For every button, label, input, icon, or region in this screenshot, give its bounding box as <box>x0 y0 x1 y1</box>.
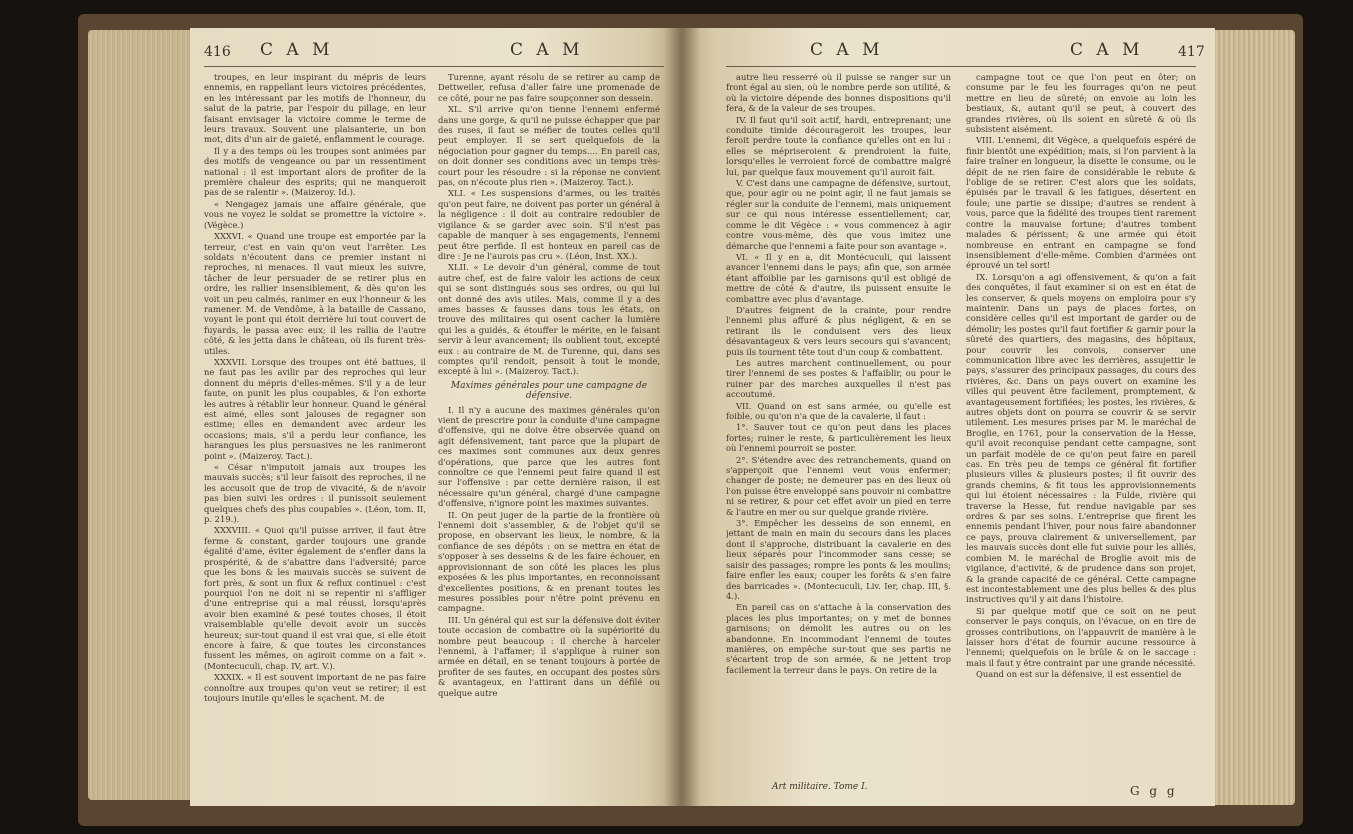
text-column-1 <box>204 72 426 792</box>
header-rule <box>726 66 1196 67</box>
paragraph: 1°. Sauver tout ce qu'on peut dans les places fortes; ruiner le reste, & particulièrement les lieux où l'ennemi pourroit se poster. <box>726 422 951 454</box>
page-number: 417 <box>1178 44 1205 60</box>
text-column-2 <box>966 72 1196 792</box>
book-gutter <box>664 28 700 806</box>
text-column-1 <box>726 72 951 792</box>
running-header-left-col: C A M <box>810 40 884 60</box>
running-header-left-col: C A M <box>260 40 334 60</box>
page-number: 416 <box>204 44 231 60</box>
paragraph: XXXVI. « Quand une troupe est emportée par la terreur, c'est en vain qu'on veut l'arrêter. Les soldats n'écoutent dans ce premier instant ni reproches, ni menaces. Il vaut mieux les suivre, tâcher de leur persuader de se retirer plus en ordre, les rallier insensiblement, & dès qu'on les voit un peu calmés, ranimer en eux l'honneur & les ramener. M. de Vendôme, à la bataille de Cassano, voyant le pont qui étoit derrière lui tout couvert de fuyards, le passa avec eux; il les rallia de l'autre côté, & les jetta dans le château, où ils furent très-utiles. <box>204 231 426 356</box>
running-header-right-col: C A M <box>510 40 584 60</box>
paragraph: XLI. « Les suspensions d'armes, ou les traités qu'on peut faire, ne doivent pas porter un général à la négligence : il doit au contraire redoubler de vigilance & se garder avec soin. S'il n'est pas capable de manquer à ses engagements, l'ennemi peut être perfide. Il est honteux en pareil cas de dire : Je ne l'aurois pas cru ». (Léon, Inst. XX.). <box>438 188 660 261</box>
paragraph: XXXIX. « Il est souvent important de ne pas faire connoître aux troupes qu'on veut se retirer; il est toujours inutile qu'elles le sçachent. M. de <box>204 672 426 703</box>
section-heading: Maximes générales pour une campagne de défensive. <box>450 380 648 402</box>
paragraph: En pareil cas on s'attache à la conservation des places les plus importantes; on y met de bonnes garnisons; on démolit les autres ou on les abandonne. En incommodant l'ennemi de toutes manières, on empêche sur-tout que ses partis ne s'écartent trop de son armée, & ne jettent trop facilement la terreur dans le pays. On retire de la <box>726 602 951 675</box>
volume-footer: Art militaire. Tome I. <box>772 782 868 792</box>
paragraph: autre lieu resserré où il puisse se ranger sur un front égal au sien, où le nombre perde son utilité, & où la victoire dépende des bonnes dispositions qu'il fera, & de la valeur de ses troupes. <box>726 72 951 114</box>
paragraph: 3°. Empêcher les desseins de son ennemi, en jettant de main en main du secours dans les places dont il s'approche, distribuant la cavalerie en des lieux séparés pour l'incommoder sans cesse; se saisir des passages; rompre les ponts & les moulins; faire enfler les eaux; couper les forêts & s'en faire des barricades ». (Montecuculi, Liv. Ier, chap. III, §. 4.). <box>726 518 951 601</box>
paragraph: Turenne, ayant résolu de se retirer au camp de Dettweiler, refusa d'aller faire une promenade de ce côté, pour ne pas faire soupçonner son dessein. <box>438 72 660 103</box>
paragraph: XXXVIII. « Quoi qu'il puisse arriver, il faut être ferme & constant, garder toujours une grande égalité d'ame, éviter également de s'enfler dans la prospérité, & de s'abattre dans l'adversité; parce que les bons & les mauvais succès se suivent de fort près, & sont un flux & reflux continuel : c'est pourquoi l'on ne doit ni se repentir ni s'affliger d'une entreprise qui a mal réussi, lorsqu'après avoir bien examiné & pesé toutes choses, il étoit vraisemblable qu'elle devoit avoir un succès heureux; sur-tout quand il est vrai que, si elle étoit encore à faire, & que toutes les circonstances fussent les mêmes, on agiroit comme on a fait ». (Montecuculi, chap. IV, art. V.). <box>204 525 426 671</box>
paragraph: VII. Quand on est sans armée, ou qu'elle est foible, ou qu'on n'a que de la cavalerie, il faut : <box>726 400 951 421</box>
paragraph: II. On peut juger de la partie de la frontière où l'ennemi doit s'assembler, & de l'objet qu'il se propose, en observant les lieux, le nombre, & la confiance de ses dépôts : on se mettra en état de s'opposer à ses desseins & de les faire échouer, en approvisionnant de son côté les places les plus exposées & les plus importantes, en reconnoissant d'excellentes positions, & en prenant toutes les mesures possibles pour n'être point prévenu en campagne. <box>438 509 660 614</box>
paragraph: troupes, en leur inspirant du mépris de leurs ennemis, en rappellant leurs victoires précédentes, en les intéressant par les motifs de l'honneur, du salut de la patrie, par l'espoir du pillage, en leur faisant envisager la victoire comme le terme de leurs travaux. Souvent une plaisanterie, un bon mot, dits d'un air de gaieté, enflamment le courage. <box>204 72 426 145</box>
paragraph: III. Un général qui est sur la défensive doit éviter toute occasion de combattre où la supériorité du nombre peut beaucoup : il cherche à harceler l'ennemi, à l'affamer; il s'applique à ruiner son armée en détail, en se tenant toujours à portée de profiter de ses fautes, en occupant des postes sûrs & avantageux, en l'attirant dans un défilé ou quelque autre <box>438 614 660 698</box>
right-page <box>680 28 1215 806</box>
right-page-edges <box>1210 30 1295 805</box>
running-header-right-col: C A M <box>1070 40 1144 60</box>
paragraph: V. C'est dans une campagne de défensive, surtout, que, pour agir ou ne point agir, il ne faut jamais se régler sur la conduite de l'ennemi, mais uniquement sur ce qui nous intéresse essentiellement; car, comme le dit Végèce : « vous commencez à agir contre vous-même, dès que vous imitez une démarche que l'ennemi a faite pour son avantage ». <box>726 178 951 251</box>
paragraph: XXXVII. Lorsque des troupes ont été battues, il ne faut pas les avilir par des reproches qui leur donnent du mépris d'elles-mêmes. S'il y a de leur faute, on punit les plus coupables, & l'on exhorte les autres à rétablir leur honneur. Quand le général est aimé, elles sont jalouses de regagner son estime; elles en demandent avec ardeur les occasions; mais, s'il a perdu leur confiance, les harangues les plus persuasives ne les ranimeront point ». (Maizeroy. Tact.). <box>204 356 426 461</box>
paragraph: D'autres feignent de la crainte, pour rendre l'ennemi plus affuré & plus négligent, & en se retirant ils le conduisent vers des lieux désavantageux & vers leurs secours qui s'avancent; puis ils tournent tête tout d'un coup & combattent. <box>726 304 951 357</box>
text-column-2 <box>438 72 660 792</box>
paragraph: « Nengagez jamais une affaire générale, que vous ne voyez le soldat se promettre la victoire ». (Végèce.) <box>204 198 426 230</box>
paragraph: Il y a des temps où les troupes sont animées par des motifs de vengeance ou par un ressentiment national : il est important alors de profiter de la première chaleur des esprits; qui ne manqueroit pas de se ralentir ». (Maizeroy. Id.). <box>204 145 426 198</box>
paragraph: Les autres marchent continuellement, ou pour tirer l'ennemi de ses postes & l'affaiblir, ou pour le ruiner par des marches auxquelles il n'est pas accoutumé. <box>726 357 951 400</box>
header-rule <box>204 66 664 67</box>
left-page <box>190 28 680 806</box>
paragraph: Si par quelque motif que ce soit on ne peut conserver le pays conquis, on l'évacue, on en tire de grosses contributions, on l'appauvrit de manière à le laisser hors d'état de fournir aucune ressource à l'ennemi; quelquefois on le brûle & on le saccage : mais il faut y être contraint par une grande nécessité. <box>966 605 1196 668</box>
paragraph: XLII. « Le devoir d'un général, comme de tout autre chef, est de faire valoir les actions de ceux qui se sont distingués sous ses ordres, ou qui lui ont donné des avis utiles. Mais, comme il y a des ames basses & fausses dans tous les états, on trouve des militaires qui osent cacher la lumière qui les a guidés, & étouffer le mérite, en le faisant servir à leur avancement; ils oublient tout, excepté eux : au contraire de M. de Turenne, qui, dans ses comptes qu'il rendoit, pensoit à tout le monde, excepté à lui ». (Maizeroy. Tact.). <box>438 262 660 377</box>
paragraph: VI. « Il y en a, dit Montécuculi, qui laissent avancer l'ennemi dans le pays; afin que, son armée étant affoiblie par les garnisons qu'il est obligé de mettre de côté & d'autre, ils puissent ensuite le combattre avec plus d'avantage. <box>726 251 951 304</box>
paragraph: IV. Il faut qu'il soit actif, hardi, entreprenant; une conduite timide décourageroit les troupes, leur feroit perdre toute la confiance qu'elles ont en lui : elles se mépriseroient & prendroient la fuite, lorsqu'elles le verroient forcé de combattre malgré lui, par quelque faux mouvement qu'il auroit fait. <box>726 114 951 177</box>
paragraph: campagne tout ce que l'on peut en ôter; on consume par le feu les fourrages qu'on ne peut mettre en lieu de sûreté; on envoie au loin les bestiaux, &, autant qu'il se peut, à couvert des grandes rivières, où ils soient en sûreté & où ils subsistent aisément. <box>966 72 1196 135</box>
paragraph: « César n'imputoit jamais aux troupes les mauvais succès; s'il leur faisoit des reproches, il ne les accusoit que de trop de vivacité, & de n'avoir pas bien suivi les ordres : il punissoit seulement quelques chefs des plus coupables ». (Léon, tom. II, p. 219.). <box>204 462 426 525</box>
paragraph: I. Il n'y a aucune des maximes générales qu'on vient de prescrire pour la conduite d'une campagne d'offensive, qui ne doive être observée quand on agit défensivement, tant parce que la plupart de ces maximes sont communes aux deux genres d'opérations, que parce que les autres font connoître ce que l'ennemi peut faire quand il est sur l'offensive : par cette dernière raison, il est nécessaire qu'un général, chargé d'une campagne d'offensive, n'ignore point les maximes suivantes. <box>438 404 660 509</box>
paragraph: 2°. S'étendre avec des retranchements, quand on s'apperçoit que l'ennemi veut vous enfermer; changer de poste; ne demeurer pas en des lieux où l'on puisse être enveloppé sans pouvoir ni combattre ni se retirer, & pour cet effet avoir un pied en terre & l'autre en mer ou sur quelque grande rivière. <box>726 454 951 517</box>
paragraph: IX. Lorsqu'on a agi offensivement, & qu'on a fait des conquêtes, il faut examiner si on est en état de les conserver, & quels moyens on emploira pour s'y maintenir. Dans un pays de places fortes, on considère celles qu'il est important de garder ou de démolir; les postes qu'il faut fortifier & garnir pour la sûreté des quartiers, des magasins, des hôpitaux, pour couvrir les convois, conserver une communication libre avec les derrières, assujettir le pays, s'assurer des principaux passages, du cours des rivières, &c. Dans un pays ouvert on examine les villes qui peuvent être facilement, promptement, & avantageusement fortifiées; les postes, les rivières, & autres objets dont on pourra se couvrir & se servir utilement. Les mesures prises par M. le maréchal de Broglie, en 1761, pour la conservation de la Hesse, qu'il avoit reconquise pendant cette campagne, sont un parfait modèle de ce qu'on peut faire en pareil cas. En très peu de temps ce général fit fortifier plusieurs villes & plusieurs postes; il fit ouvrir des grands chemins, & fit tous les approvisionnements qui lui étoient nécessaires : la Fulde, rivière qui traverse la Hesse, fut rendue navigable par ses ordres & par ses soins. L'entreprise que firent les ennemis pendant l'hiver, pour nous faire abandonner ce pays, prouva clairement & universellement, par les mauvais succès dont elle fut suivie pour les alliés, combien M. le maréchal de Broglie avoit mis de vigilance, d'activité, & de prudence dans son projet, & la grande capacité de ce général. Cette campagne est incontestablement une des plus belles & des plus instructives qu'il y ait dans l'histoire. <box>966 271 1196 605</box>
paragraph: XL. S'il arrive qu'on tienne l'ennemi enfermé dans une gorge, & qu'il ne puisse échapper que par des ruses, il faut se méfier de toutes celles qu'il peut employer. Il se sert quelquefois de la négociation pour gagner du temps.... En pareil cas, on doit donner ses conditions avec un temps très-court pour les résoudre : si la réponse ne convient pas, on n'écoute plus rien ». (Maizeroy. Tact.). <box>438 104 660 188</box>
paragraph: Quand on est sur la défensive, il est essentiel de <box>976 669 1182 680</box>
paragraph: VIII. L'ennemi, dit Végèce, a quelquefois espéré de finir bientôt une expédition; mais, si l'on parvient à la faire traîner en longueur, la disette le consume, ou le dépit de ne rien faire de considérable le rebute & l'oblige de se retirer. C'est alors que les soldats, épuisés par le travail & les fatigues, désertent en foule; une partie se dissipe; d'autres se rendent à vous, parce que la fidélité des troupes tient rarement contre la mauvaise fortune; d'autres tombent malades & périssent; & une armée qui étoit nombreuse en entrant en campagne se fond insensiblement d'elle-même. Combien d'armées ont éprouvé un tel sort! <box>966 135 1196 271</box>
signature-mark: G g g <box>1130 784 1178 798</box>
